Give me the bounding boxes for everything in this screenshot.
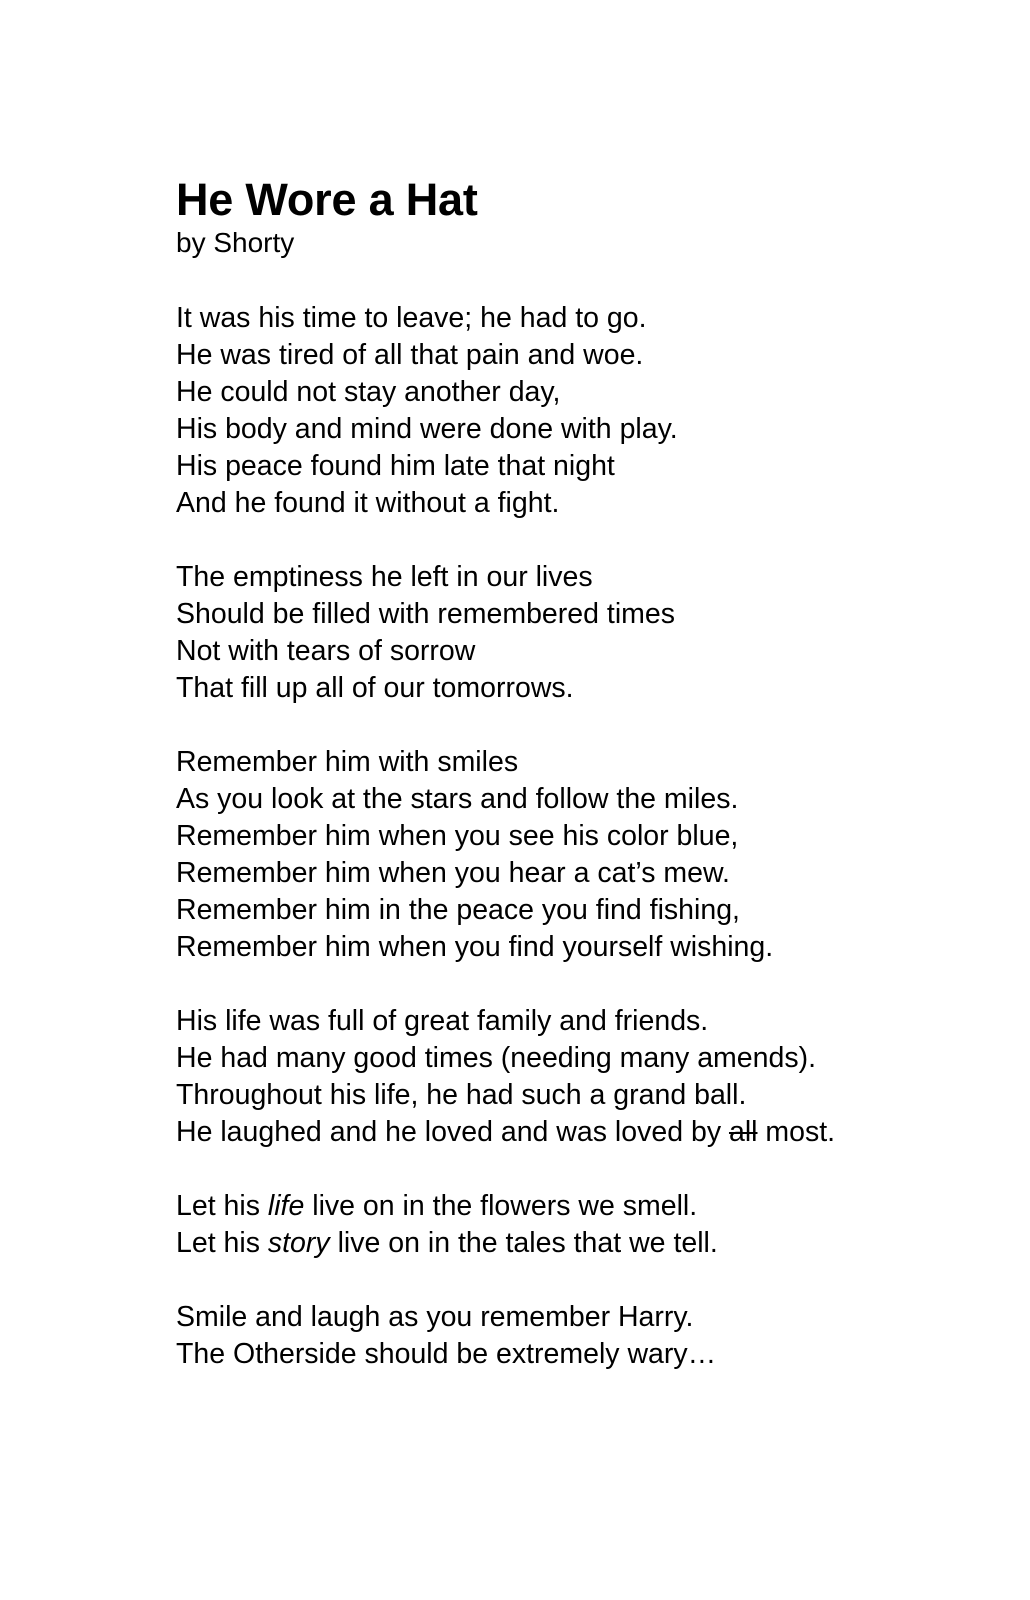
poem-line: Remember him when you find yourself wishing. — [176, 931, 774, 963]
poem-line: His body and mind were done with play. — [176, 413, 678, 445]
line-segment: live on in the tales that we tell. — [329, 1227, 718, 1259]
poem-line: It was his time to leave; he had to go. — [176, 302, 647, 334]
emphasized-word: story — [267, 1227, 330, 1259]
poem-line: The Otherside should be extremely wary… — [176, 1338, 717, 1370]
poem-line: His peace found him late that night — [176, 450, 615, 482]
poem-line — [176, 1225, 976, 1262]
emphasized-word: life — [267, 1190, 305, 1222]
poem-line: He was tired of all that pain and woe. — [176, 339, 644, 371]
poem-line: And he found it without a fight. — [176, 487, 560, 519]
stanza-1 — [176, 300, 976, 522]
stanza-2 — [176, 559, 976, 707]
poem-line: Not with tears of sorrow — [176, 635, 476, 667]
poem-line: As you look at the stars and follow the miles. — [176, 783, 739, 815]
poem-line: Should be filled with remembered times — [176, 598, 675, 630]
poem-line: Remember him when you see his color blue, — [176, 820, 739, 852]
line-segment: live on in the flowers we smell. — [304, 1190, 698, 1222]
poem-line: Remember him with smiles — [176, 746, 519, 778]
line-segment: Let his — [176, 1190, 268, 1222]
poem-line: Remember him when you hear a cat’s mew. — [176, 857, 730, 889]
poem-line — [176, 1188, 976, 1225]
struck-word: all — [728, 1116, 758, 1148]
line-segment: Let his — [176, 1227, 268, 1259]
poem-byline: by Shorty — [176, 227, 295, 258]
poem-line: Smile and laugh as you remember Harry. — [176, 1301, 694, 1333]
poem-title: He Wore a Hat — [176, 174, 478, 225]
poem-line: Throughout his life, he had such a grand ball. — [176, 1079, 747, 1111]
poem-line: His life was full of great family and friends. — [176, 1005, 709, 1037]
poem-line: He had many good times (needing many amends). — [176, 1042, 817, 1074]
line-prefix: He laughed and he loved and was loved by — [176, 1116, 729, 1148]
poem-line: That fill up all of our tomorrows. — [176, 672, 574, 704]
stanza-6 — [176, 1299, 976, 1373]
poem-line: He could not stay another day, — [176, 376, 561, 408]
poem-line: The emptiness he left in our lives — [176, 561, 593, 593]
stanza-5 — [176, 1188, 976, 1262]
stanza-3 — [176, 744, 976, 966]
poem-line: Remember him in the peace you find fishing, — [176, 894, 740, 926]
poem-page — [176, 174, 976, 1410]
stanza-4 — [176, 1003, 976, 1151]
poem-line-with-strikethrough — [176, 1114, 976, 1151]
line-suffix: most. — [757, 1116, 836, 1148]
